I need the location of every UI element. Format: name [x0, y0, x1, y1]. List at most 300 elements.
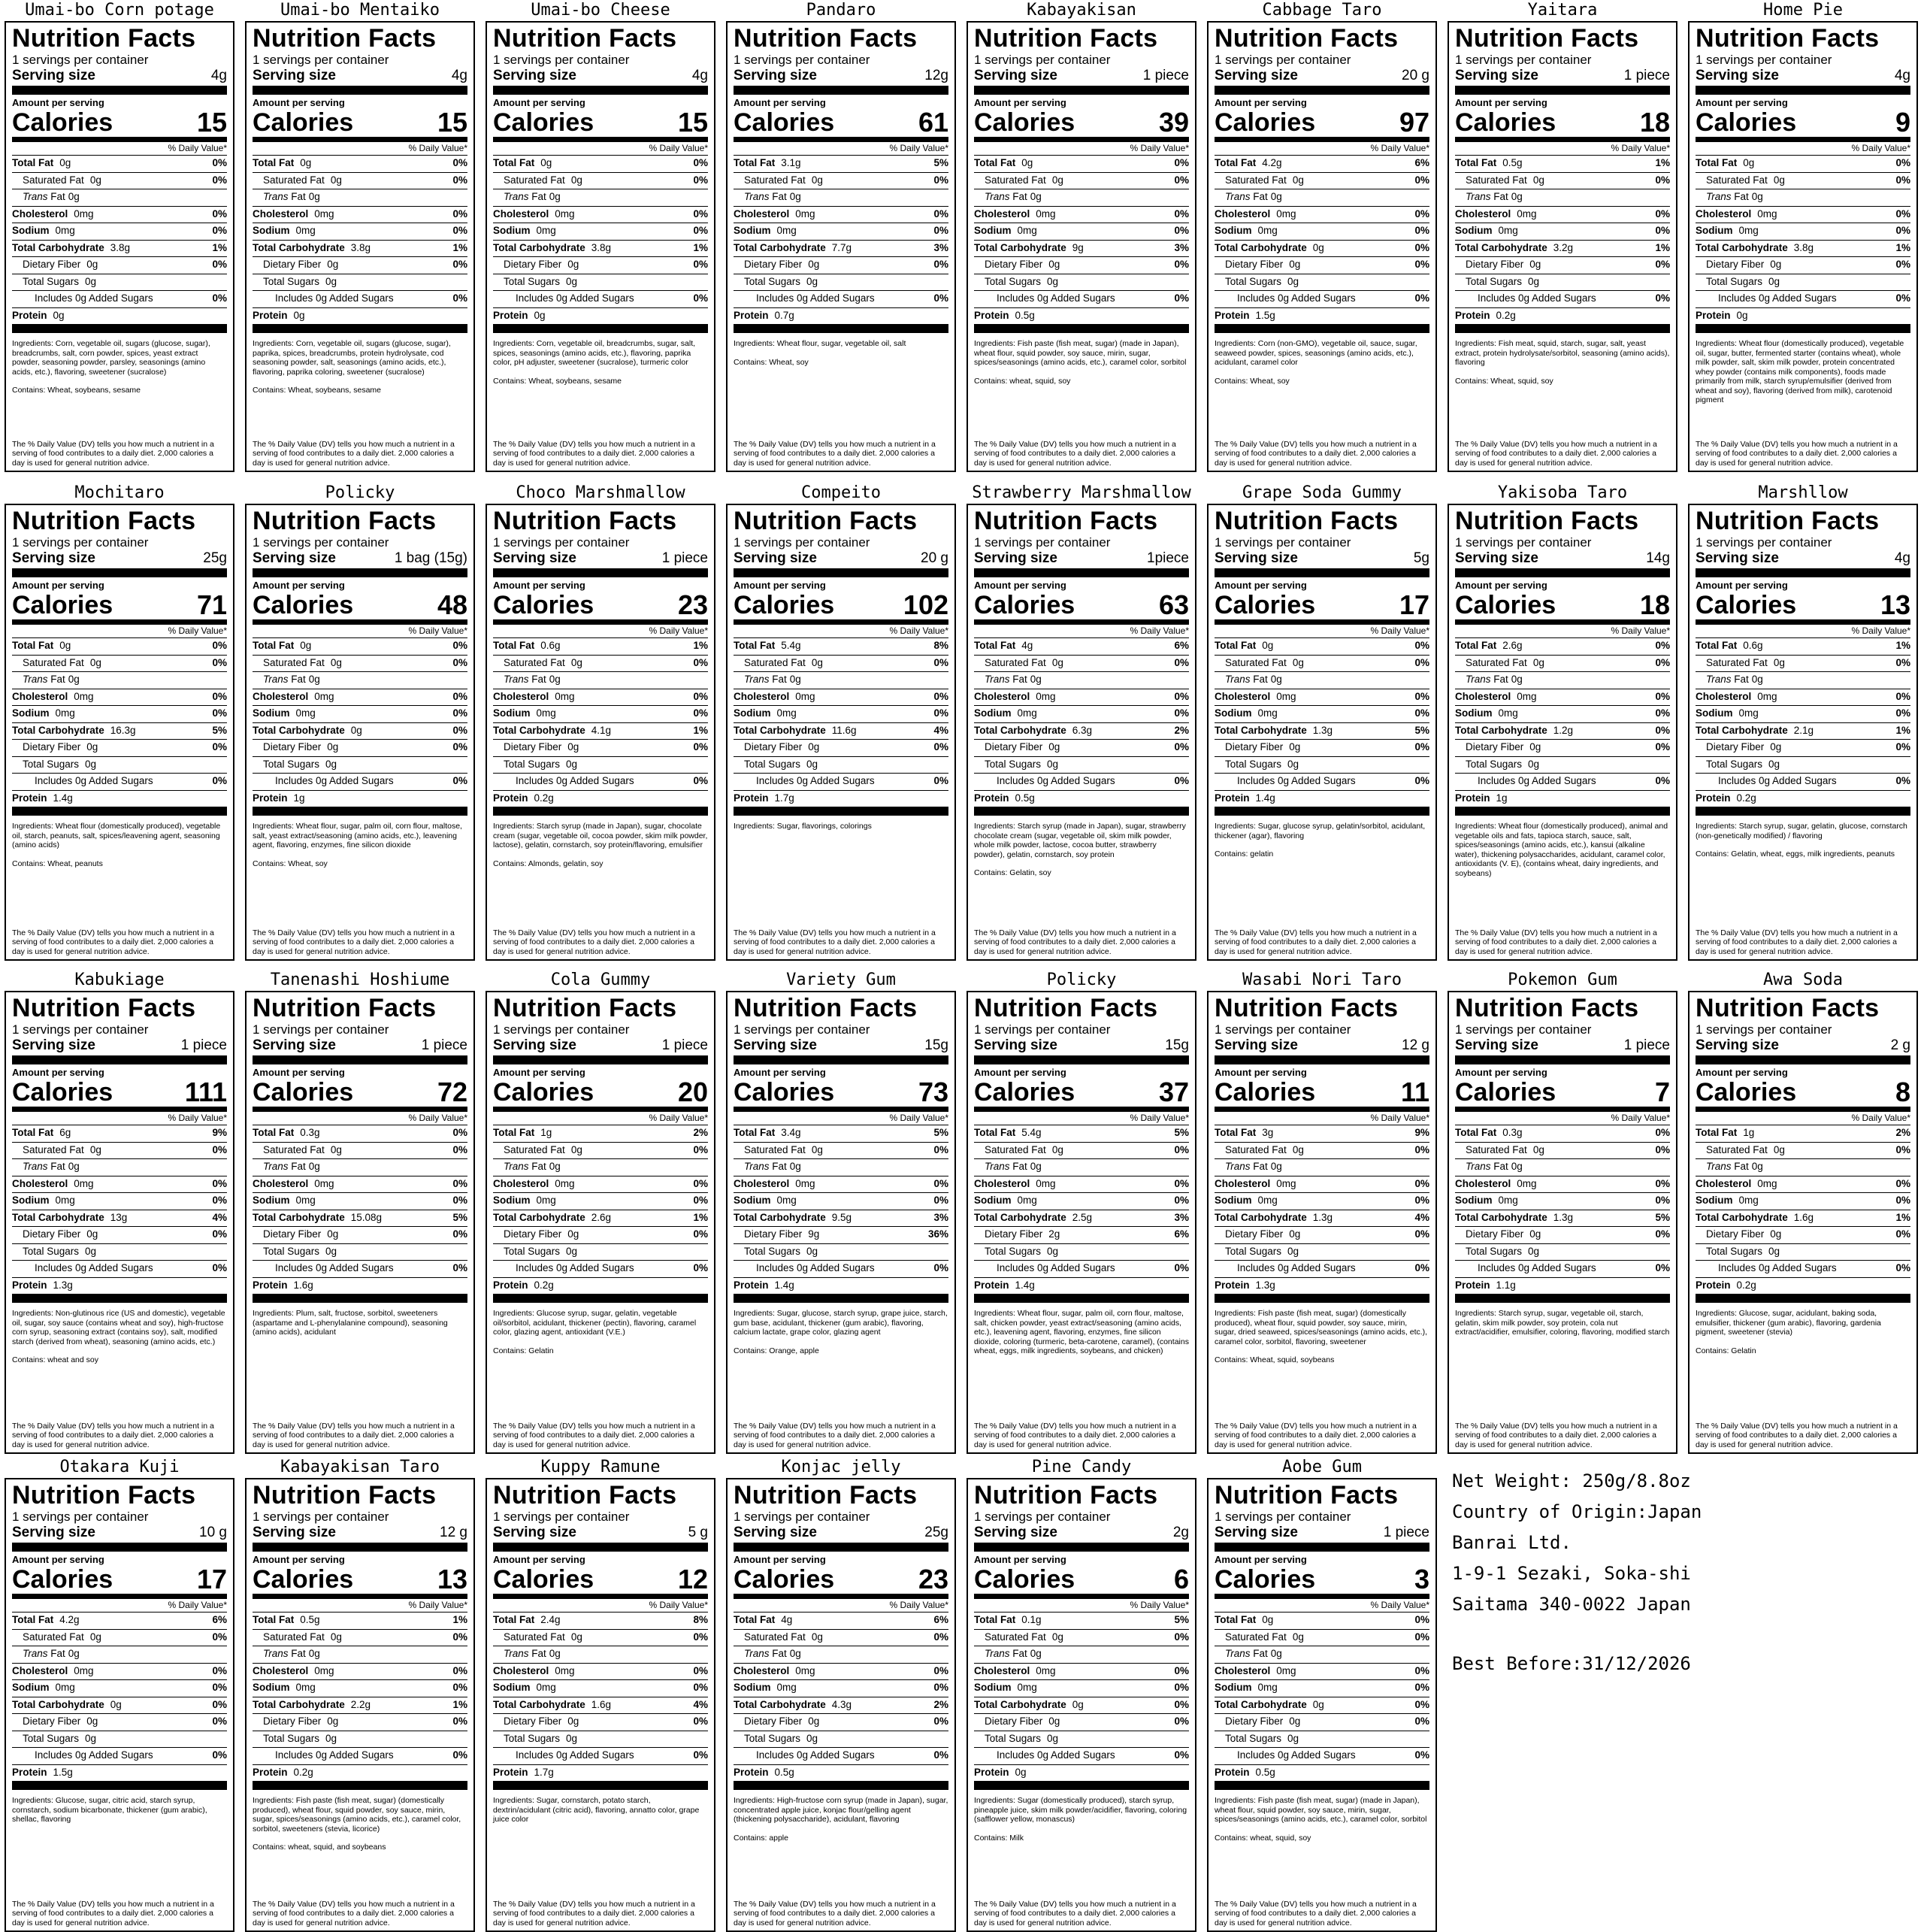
- sodium-row-dv: 0%: [1655, 225, 1670, 236]
- calories-label: Calories: [12, 591, 113, 619]
- fat-word: Fat: [1253, 191, 1268, 202]
- serving-size-value: 1 piece: [661, 550, 708, 566]
- nutrition-label: [486, 504, 715, 961]
- protein-row: [1455, 308, 1670, 334]
- saturated-fat-row-label: [1696, 656, 1785, 672]
- nutrition-label: [726, 504, 956, 961]
- total-sugars-row-amount: 0g: [806, 1245, 818, 1257]
- total-carbohydrate-row: [493, 241, 708, 258]
- saturated-fat-row-label: [253, 173, 342, 189]
- serving-size-label: Serving size: [1455, 1037, 1538, 1053]
- saturated-fat-row-name: Saturated Fat: [1466, 174, 1527, 186]
- total-sugars-row-label: [12, 757, 96, 774]
- serving-size-label: Serving size: [493, 1037, 576, 1053]
- added-sugars-row-label: [974, 1261, 1115, 1277]
- total-fat-row-dv: 0%: [1414, 1614, 1429, 1625]
- dietary-fiber-row-name: Dietary Fiber: [744, 1715, 803, 1727]
- serving-size-row: [1215, 1037, 1429, 1064]
- total-carbohydrate-row-label: [12, 723, 136, 740]
- total-sugars-row-name: Total Sugars: [1706, 758, 1763, 770]
- total-carbohydrate-row: [1696, 723, 1910, 740]
- trans-fat-row: [253, 189, 467, 207]
- sodium-row-label: [1215, 223, 1278, 240]
- added-sugars-row: [1215, 1261, 1429, 1278]
- serving-size-row: [1455, 68, 1670, 95]
- cholesterol-row: [1215, 207, 1429, 224]
- total-sugars-row-amount: 0g: [1768, 758, 1780, 770]
- total-fat-row-label: [734, 156, 801, 172]
- added-sugars-row-label: [1455, 291, 1596, 307]
- total-fat-row-amount: 3.4g: [781, 1127, 801, 1138]
- protein-row-label: [734, 791, 794, 807]
- nutrition-facts-title: Nutrition Facts: [974, 994, 1158, 1022]
- fat-word: Fat: [1734, 1161, 1749, 1172]
- serving-size-row: [1215, 68, 1429, 95]
- calories-label: Calories: [253, 591, 354, 619]
- total-carbohydrate-row-label: [974, 723, 1092, 740]
- added-sugars-row-label: [1696, 774, 1837, 790]
- total-carbohydrate-row: [734, 1697, 948, 1715]
- saturated-fat-row-name: Saturated Fat: [23, 174, 84, 186]
- total-fat-row: [12, 156, 227, 173]
- calories-label: Calories: [734, 1078, 835, 1107]
- sodium-row-amount: 0mg: [55, 707, 75, 719]
- total-sugars-row: [253, 757, 467, 774]
- trans-fat-row-label: [1696, 189, 1763, 206]
- ingredients-text: Ingredients: Glucose syrup, sugar, gelatin, vegetable oil/sorbitol, acidulant, thickener (pectin), flavoring, caramel color, glazing agent, antioxidant (V.E.): [493, 1309, 697, 1337]
- saturated-fat-row-dv: 0%: [452, 1631, 467, 1643]
- trans-word: Trans: [1466, 674, 1491, 685]
- total-fat-row-label: [12, 1613, 80, 1629]
- fat-word: Fat: [1012, 1648, 1027, 1659]
- saturated-fat-row: [253, 1630, 467, 1647]
- total-fat-row-amount: 3.1g: [781, 157, 801, 168]
- cholesterol-row-label: [1215, 1664, 1296, 1680]
- added-sugars-row-name: Includes 0g Added Sugars: [1478, 1262, 1596, 1273]
- nutrition-facts-title: Nutrition Facts: [734, 24, 918, 53]
- dietary-fiber-row-label: [974, 1714, 1060, 1731]
- total-fat-row-label: [12, 156, 71, 172]
- total-carbohydrate-row-amount: 1.6g: [1793, 1211, 1814, 1223]
- product-panel: [1207, 483, 1437, 961]
- total-fat-row: [1215, 1613, 1429, 1630]
- added-sugars-row-label: [1215, 291, 1356, 307]
- daily-value-footnote: The % Daily Value (DV) tells you how much a nutrient in a serving of food contributes to a daily diet. 2,000 calories a day is used for general nutrition advice.: [1215, 1421, 1417, 1449]
- total-carbohydrate-row-label: [1455, 723, 1573, 740]
- protein-row-amount: 1.5g: [1255, 309, 1275, 321]
- cholesterol-row: [493, 207, 708, 224]
- total-carbohydrate-row: [1455, 1210, 1670, 1228]
- saturated-fat-row-dv: 0%: [212, 1631, 227, 1643]
- total-fat-row-dv: 5%: [1174, 1614, 1189, 1625]
- protein-row: [1696, 1278, 1910, 1304]
- daily-value-footnote: The % Daily Value (DV) tells you how much a nutrient in a serving of food contributes to a daily diet. 2,000 calories a day is used for general nutrition advice.: [1455, 928, 1657, 956]
- dietary-fiber-row: [253, 1714, 467, 1731]
- ingredients-text: Ingredients: Fish paste (fish meat, sugar) (domestically produced), wheat flour, squid powder, soy sauce, mirin, sugar, spices/seasonings (amino acids, etc.), caramel color, sorbitol, sweeteners (stevia, licorice): [253, 1796, 461, 1834]
- saturated-fat-row-label: [1215, 656, 1304, 672]
- sodium-row-label: [1215, 1680, 1278, 1697]
- calories-row: [974, 1079, 1189, 1112]
- saturated-fat-row: [974, 656, 1189, 673]
- amount-per-serving: Amount per serving: [1215, 1554, 1307, 1565]
- allergen-contains: Contains: wheat, squid, soy: [974, 376, 1071, 386]
- servings-per-container: 1 servings per container: [253, 1022, 389, 1037]
- saturated-fat-row-amount: 0g: [1773, 174, 1785, 186]
- total-carbohydrate-row-amount: 1.2g: [1553, 724, 1574, 736]
- total-fat-row-label: [493, 156, 552, 172]
- total-carbohydrate-row-name: Total Carbohydrate: [253, 1211, 345, 1223]
- sodium-row-label: [253, 1193, 316, 1210]
- dietary-fiber-row: [253, 1227, 467, 1244]
- added-sugars-row-name: Includes 0g Added Sugars: [756, 1749, 875, 1761]
- total-fat-row-label: [1696, 156, 1754, 172]
- total-sugars-row: [974, 1731, 1189, 1749]
- total-fat-row: [734, 156, 948, 173]
- total-fat-row-dv: 9%: [212, 1127, 227, 1138]
- cholesterol-row-amount: 0mg: [314, 690, 334, 702]
- saturated-fat-row-dv: 0%: [212, 1143, 227, 1155]
- total-carbohydrate-row-amount: 4.3g: [831, 1698, 852, 1710]
- trans-word: Trans: [1225, 191, 1251, 202]
- total-carbohydrate-row-name: Total Carbohydrate: [1696, 724, 1788, 736]
- dietary-fiber-row-dv: 0%: [1174, 259, 1189, 270]
- sodium-row-amount: 0mg: [295, 1195, 316, 1206]
- added-sugars-row: [493, 291, 708, 308]
- total-fat-row-dv: 6%: [1174, 640, 1189, 651]
- trans-word: Trans: [1466, 1161, 1491, 1172]
- sodium-row-amount: 0mg: [55, 1195, 75, 1206]
- servings-per-container: 1 servings per container: [253, 535, 389, 550]
- dietary-fiber-row-dv: 0%: [933, 259, 948, 270]
- product-panel: [1207, 0, 1437, 472]
- sodium-row-name: Sodium: [974, 1195, 1012, 1206]
- calories-row: [1215, 589, 1429, 625]
- serving-size-label: Serving size: [1696, 1037, 1779, 1053]
- protein-row-name: Protein: [253, 792, 288, 804]
- cholesterol-row-name: Cholesterol: [1215, 1177, 1271, 1189]
- cholesterol-row-label: [1215, 207, 1296, 223]
- added-sugars-row: [974, 774, 1189, 791]
- sodium-row-label: [734, 1680, 797, 1697]
- total-sugars-row-name: Total Sugars: [1706, 1245, 1763, 1257]
- trans-fat-row-amount: 0g: [549, 1648, 561, 1659]
- total-fat-row-amount: 0.1g: [1021, 1614, 1042, 1625]
- serving-size-row: [1696, 1037, 1910, 1064]
- serving-size-label: Serving size: [1455, 550, 1538, 566]
- total-sugars-row-name: Total Sugars: [504, 275, 561, 287]
- total-fat-row-label: [734, 638, 801, 655]
- cholesterol-row-name: Cholesterol: [253, 690, 309, 702]
- total-carbohydrate-row-amount: 3.8g: [110, 241, 131, 253]
- dietary-fiber-row-amount: 0g: [1048, 741, 1060, 753]
- daily-value-footnote: The % Daily Value (DV) tells you how much a nutrient in a serving of food contributes to a daily diet. 2,000 calories a day is used for general nutrition advice.: [12, 439, 214, 468]
- total-carbohydrate-row: [1215, 723, 1429, 740]
- total-fat-row: [1215, 1125, 1429, 1143]
- dietary-fiber-row-amount: 0g: [1529, 1228, 1541, 1240]
- added-sugars-row-label: [974, 291, 1115, 307]
- saturated-fat-row-amount: 0g: [570, 656, 582, 668]
- sodium-row-amount: 0mg: [1498, 1195, 1518, 1206]
- total-carbohydrate-row-amount: 3.8g: [591, 241, 612, 253]
- cholesterol-row-name: Cholesterol: [493, 1177, 549, 1189]
- serving-size-label: Serving size: [734, 1525, 817, 1540]
- dietary-fiber-row-label: [253, 740, 338, 756]
- trans-fat-row-label: [493, 1646, 561, 1663]
- total-carbohydrate-row-name: Total Carbohydrate: [1215, 724, 1307, 736]
- total-carbohydrate-row-amount: 0g: [1312, 241, 1324, 253]
- total-carbohydrate-row-name: Total Carbohydrate: [1215, 241, 1307, 253]
- dietary-fiber-row-label: [493, 257, 579, 274]
- product-name: Policky: [325, 483, 395, 502]
- trans-fat-row: [1696, 189, 1910, 207]
- amount-per-serving: Amount per serving: [253, 1067, 345, 1078]
- protein-row-label: [1455, 1278, 1516, 1295]
- protein-row-name: Protein: [1455, 1279, 1490, 1291]
- nutrition-label: [1688, 504, 1918, 961]
- total-carbohydrate-row-amount: 3.8g: [1793, 241, 1814, 253]
- serving-size-row: [1696, 550, 1910, 577]
- calories-label: Calories: [1215, 1565, 1316, 1594]
- protein-row-name: Protein: [974, 1766, 1009, 1778]
- country-of-origin: Country of Origin:Japan: [1452, 1501, 1702, 1522]
- total-sugars-row-label: [1455, 1244, 1539, 1261]
- calories-label: Calories: [1215, 591, 1316, 619]
- total-carbohydrate-row: [734, 723, 948, 740]
- amount-per-serving: Amount per serving: [1215, 1067, 1307, 1078]
- sodium-row-amount: 0mg: [1017, 225, 1037, 236]
- total-carbohydrate-row-amount: 1.3g: [1312, 1211, 1333, 1223]
- servings-per-container: 1 servings per container: [1696, 1022, 1832, 1037]
- saturated-fat-row-dv: 0%: [1174, 656, 1189, 668]
- total-carbohydrate-row: [1696, 241, 1910, 258]
- product-name: Home Pie: [1763, 1, 1843, 20]
- dietary-fiber-row-name: Dietary Fiber: [23, 259, 81, 270]
- saturated-fat-row: [253, 173, 467, 190]
- cholesterol-row-dv: 0%: [452, 207, 467, 220]
- saturated-fat-row-amount: 0g: [1051, 174, 1063, 186]
- trans-fat-row-label: [1696, 672, 1763, 689]
- dietary-fiber-row: [974, 1227, 1189, 1244]
- trans-fat-row: [734, 1159, 948, 1176]
- trans-fat-row-amount: 0g: [1270, 1161, 1282, 1172]
- amount-per-serving: Amount per serving: [974, 97, 1066, 108]
- cholesterol-row: [253, 1664, 467, 1681]
- nutrition-label: [726, 1478, 956, 1932]
- added-sugars-row-name: Includes 0g Added Sugars: [516, 775, 634, 786]
- nutrition-facts-title: Nutrition Facts: [974, 24, 1158, 53]
- dietary-fiber-row-amount: 0g: [1770, 741, 1782, 753]
- serving-size-value: 4g: [451, 68, 467, 83]
- serving-size-value: 4g: [1894, 550, 1910, 566]
- cholesterol-row-dv: 0%: [1655, 207, 1670, 220]
- saturated-fat-row: [12, 1143, 227, 1160]
- total-fat-row-dv: 0%: [1655, 1127, 1670, 1138]
- total-fat-row-amount: 0.6g: [540, 640, 561, 651]
- total-fat-row-label: [12, 638, 71, 655]
- trans-fat-row-label: [253, 1646, 320, 1663]
- saturated-fat-row-dv: 0%: [1655, 656, 1670, 668]
- trans-fat-row-label: [974, 1646, 1042, 1663]
- protein-row-name: Protein: [1215, 1279, 1250, 1291]
- protein-row-label: [1696, 791, 1756, 807]
- dietary-fiber-row-amount: 0g: [1770, 259, 1782, 270]
- trans-word: Trans: [985, 1161, 1010, 1172]
- trans-word: Trans: [1706, 1161, 1732, 1172]
- dietary-fiber-row-amount: 0g: [1289, 259, 1301, 270]
- fat-word: Fat: [1012, 1161, 1027, 1172]
- cholesterol-row-name: Cholesterol: [974, 1664, 1030, 1676]
- total-carbohydrate-row-dv: 5%: [212, 724, 227, 736]
- total-carbohydrate-row-amount: 1.6g: [591, 1698, 612, 1710]
- serving-size-label: Serving size: [12, 68, 95, 83]
- total-sugars-row-label: [493, 1244, 577, 1261]
- nutrition-facts-title: Nutrition Facts: [1455, 994, 1639, 1022]
- dietary-fiber-row-label: [734, 740, 819, 756]
- sodium-row-amount: 0mg: [55, 225, 75, 236]
- sodium-row-amount: 0mg: [55, 1682, 75, 1693]
- cholesterol-row-dv: 0%: [212, 207, 227, 220]
- protein-row-label: [1696, 308, 1748, 325]
- added-sugars-row-label: [734, 774, 875, 790]
- daily-value-header: % Daily Value*: [1215, 142, 1429, 156]
- dietary-fiber-row: [1215, 740, 1429, 757]
- total-carbohydrate-row-label: [734, 723, 857, 740]
- total-sugars-row-amount: 0g: [85, 1245, 97, 1257]
- cholesterol-row-name: Cholesterol: [1696, 690, 1752, 702]
- total-sugars-row-name: Total Sugars: [263, 275, 320, 287]
- dietary-fiber-row-dv: 0%: [1655, 259, 1670, 270]
- saturated-fat-row-label: [493, 656, 582, 672]
- total-fat-row-dv: 5%: [1174, 1127, 1189, 1138]
- saturated-fat-row-name: Saturated Fat: [985, 1143, 1046, 1155]
- total-carbohydrate-row: [734, 241, 948, 258]
- protein-row-amount: 1.7g: [774, 792, 794, 804]
- total-carbohydrate-row-name: Total Carbohydrate: [734, 1698, 826, 1710]
- cholesterol-row-label: [974, 207, 1056, 223]
- daily-value-footnote: The % Daily Value (DV) tells you how much a nutrient in a serving of food contributes to a daily diet. 2,000 calories a day is used for general nutrition advice.: [253, 928, 455, 956]
- total-fat-row-amount: 0g: [1021, 157, 1033, 168]
- saturated-fat-row-dv: 0%: [933, 1631, 948, 1643]
- daily-value-footnote: The % Daily Value (DV) tells you how much a nutrient in a serving of food contributes to a daily diet. 2,000 calories a day is used for general nutrition advice.: [734, 1421, 936, 1449]
- cholesterol-row: [12, 1664, 227, 1681]
- protein-row-name: Protein: [734, 792, 769, 804]
- total-sugars-row-name: Total Sugars: [744, 1245, 801, 1257]
- fat-word: Fat: [50, 674, 65, 685]
- protein-row-label: [1215, 1765, 1275, 1782]
- cholesterol-row-name: Cholesterol: [12, 1664, 68, 1676]
- total-fat-row-label: [253, 156, 311, 172]
- sodium-row-dv: 0%: [1655, 707, 1670, 719]
- total-sugars-row-label: [493, 1731, 577, 1748]
- sodium-row-amount: 0mg: [1257, 1682, 1278, 1693]
- sodium-row-dv: 0%: [933, 1195, 948, 1206]
- ingredients-text: Ingredients: Corn, vegetable oil, breadcrumbs, sugar, salt, spices, seasonings (amino acids, etc.), flavoring, paprika color, pH adjuster, sweetener (sucralose), turmeric color: [493, 339, 696, 367]
- trans-fat-row-label: [974, 672, 1042, 689]
- amount-per-serving: Amount per serving: [974, 1554, 1066, 1565]
- sodium-row-amount: 0mg: [1738, 707, 1759, 719]
- total-sugars-row-name: Total Sugars: [23, 1245, 80, 1257]
- sodium-row-label: [1215, 1193, 1278, 1210]
- total-carbohydrate-row-amount: 4.1g: [591, 724, 612, 736]
- protein-row-label: [974, 1278, 1035, 1295]
- cholesterol-row-name: Cholesterol: [253, 207, 309, 220]
- total-carbohydrate-row: [12, 241, 227, 258]
- saturated-fat-row: [734, 173, 948, 190]
- protein-row-name: Protein: [493, 1279, 528, 1291]
- amount-per-serving: Amount per serving: [493, 97, 585, 108]
- sodium-row: [974, 1193, 1189, 1210]
- total-sugars-row-label: [1696, 1244, 1780, 1261]
- added-sugars-row-dv: 0%: [1414, 1262, 1429, 1273]
- daily-value-footnote: The % Daily Value (DV) tells you how much a nutrient in a serving of food contributes to a daily diet. 2,000 calories a day is used for general nutrition advice.: [1215, 439, 1417, 468]
- protein-row-name: Protein: [253, 1766, 288, 1778]
- serving-size-label: Serving size: [12, 550, 95, 566]
- added-sugars-row-dv: 0%: [1655, 775, 1670, 786]
- sodium-row-dv: 0%: [1414, 1195, 1429, 1206]
- product-name: Mochitaro: [74, 483, 165, 502]
- cholesterol-row: [974, 1176, 1189, 1194]
- protein-row-label: [12, 1765, 73, 1782]
- total-fat-row: [1215, 638, 1429, 656]
- protein-row-name: Protein: [1215, 792, 1250, 804]
- trans-fat-row-amount: 0g: [1511, 1161, 1523, 1172]
- total-carbohydrate-row-dv: 1%: [693, 724, 708, 736]
- total-fat-row-label: [1455, 156, 1523, 172]
- ingredients-text: Ingredients: Sugar, glucose syrup, gelatin/sorbitol, acidulant, thickener (agar), flavoring: [1215, 822, 1426, 840]
- added-sugars-row-dv: 0%: [933, 1262, 948, 1273]
- trans-fat-row-label: [1455, 1159, 1523, 1176]
- nutrition-label: [5, 504, 234, 961]
- total-fat-row: [1696, 638, 1910, 656]
- protein-row: [974, 1278, 1189, 1304]
- sodium-row-label: [253, 1680, 316, 1697]
- daily-value-footnote: The % Daily Value (DV) tells you how much a nutrient in a serving of food contributes to a daily diet. 2,000 calories a day is used for general nutrition advice.: [493, 1899, 695, 1927]
- product-panel: [1448, 483, 1677, 961]
- dietary-fiber-row-dv: 0%: [1655, 741, 1670, 753]
- total-carbohydrate-row-label: [1455, 241, 1573, 257]
- servings-per-container: 1 servings per container: [734, 535, 870, 550]
- servings-per-container: 1 servings per container: [734, 1022, 870, 1037]
- nutrition-facts-title: Nutrition Facts: [253, 507, 437, 535]
- nutrition-label: [1207, 1478, 1437, 1932]
- nutrition-facts-title: Nutrition Facts: [493, 24, 677, 53]
- allergen-contains: Contains: Wheat, soybeans, sesame: [253, 386, 382, 395]
- total-carbohydrate-row-name: Total Carbohydrate: [493, 1211, 585, 1223]
- product-name: Otakara Kuji: [59, 1458, 180, 1476]
- cholesterol-row-amount: 0mg: [314, 207, 334, 220]
- total-carbohydrate-row: [974, 1697, 1189, 1715]
- total-carbohydrate-row-dv: 0%: [1174, 1698, 1189, 1710]
- serving-size-value: 1 piece: [1623, 68, 1670, 83]
- total-fat-row-dv: 2%: [693, 1127, 708, 1138]
- saturated-fat-row-dv: 0%: [1174, 1143, 1189, 1155]
- servings-per-container: 1 servings per container: [253, 53, 389, 67]
- saturated-fat-row: [493, 173, 708, 190]
- sodium-row-label: [734, 1193, 797, 1210]
- dietary-fiber-row-label: [253, 1227, 338, 1243]
- saturated-fat-row-name: Saturated Fat: [1706, 656, 1768, 668]
- nutrition-facts-title: Nutrition Facts: [1215, 994, 1399, 1022]
- total-sugars-row: [493, 1731, 708, 1749]
- total-sugars-row-amount: 0g: [325, 275, 337, 287]
- sodium-row-label: [1215, 706, 1278, 722]
- dietary-fiber-row-dv: 0%: [1895, 1228, 1910, 1240]
- total-fat-row-dv: 1%: [693, 640, 708, 651]
- total-carbohydrate-row-dv: 3%: [933, 241, 948, 253]
- cholesterol-row-dv: 0%: [1174, 207, 1189, 220]
- total-carbohydrate-row-name: Total Carbohydrate: [12, 724, 104, 736]
- cholesterol-row-amount: 0mg: [1757, 1177, 1777, 1189]
